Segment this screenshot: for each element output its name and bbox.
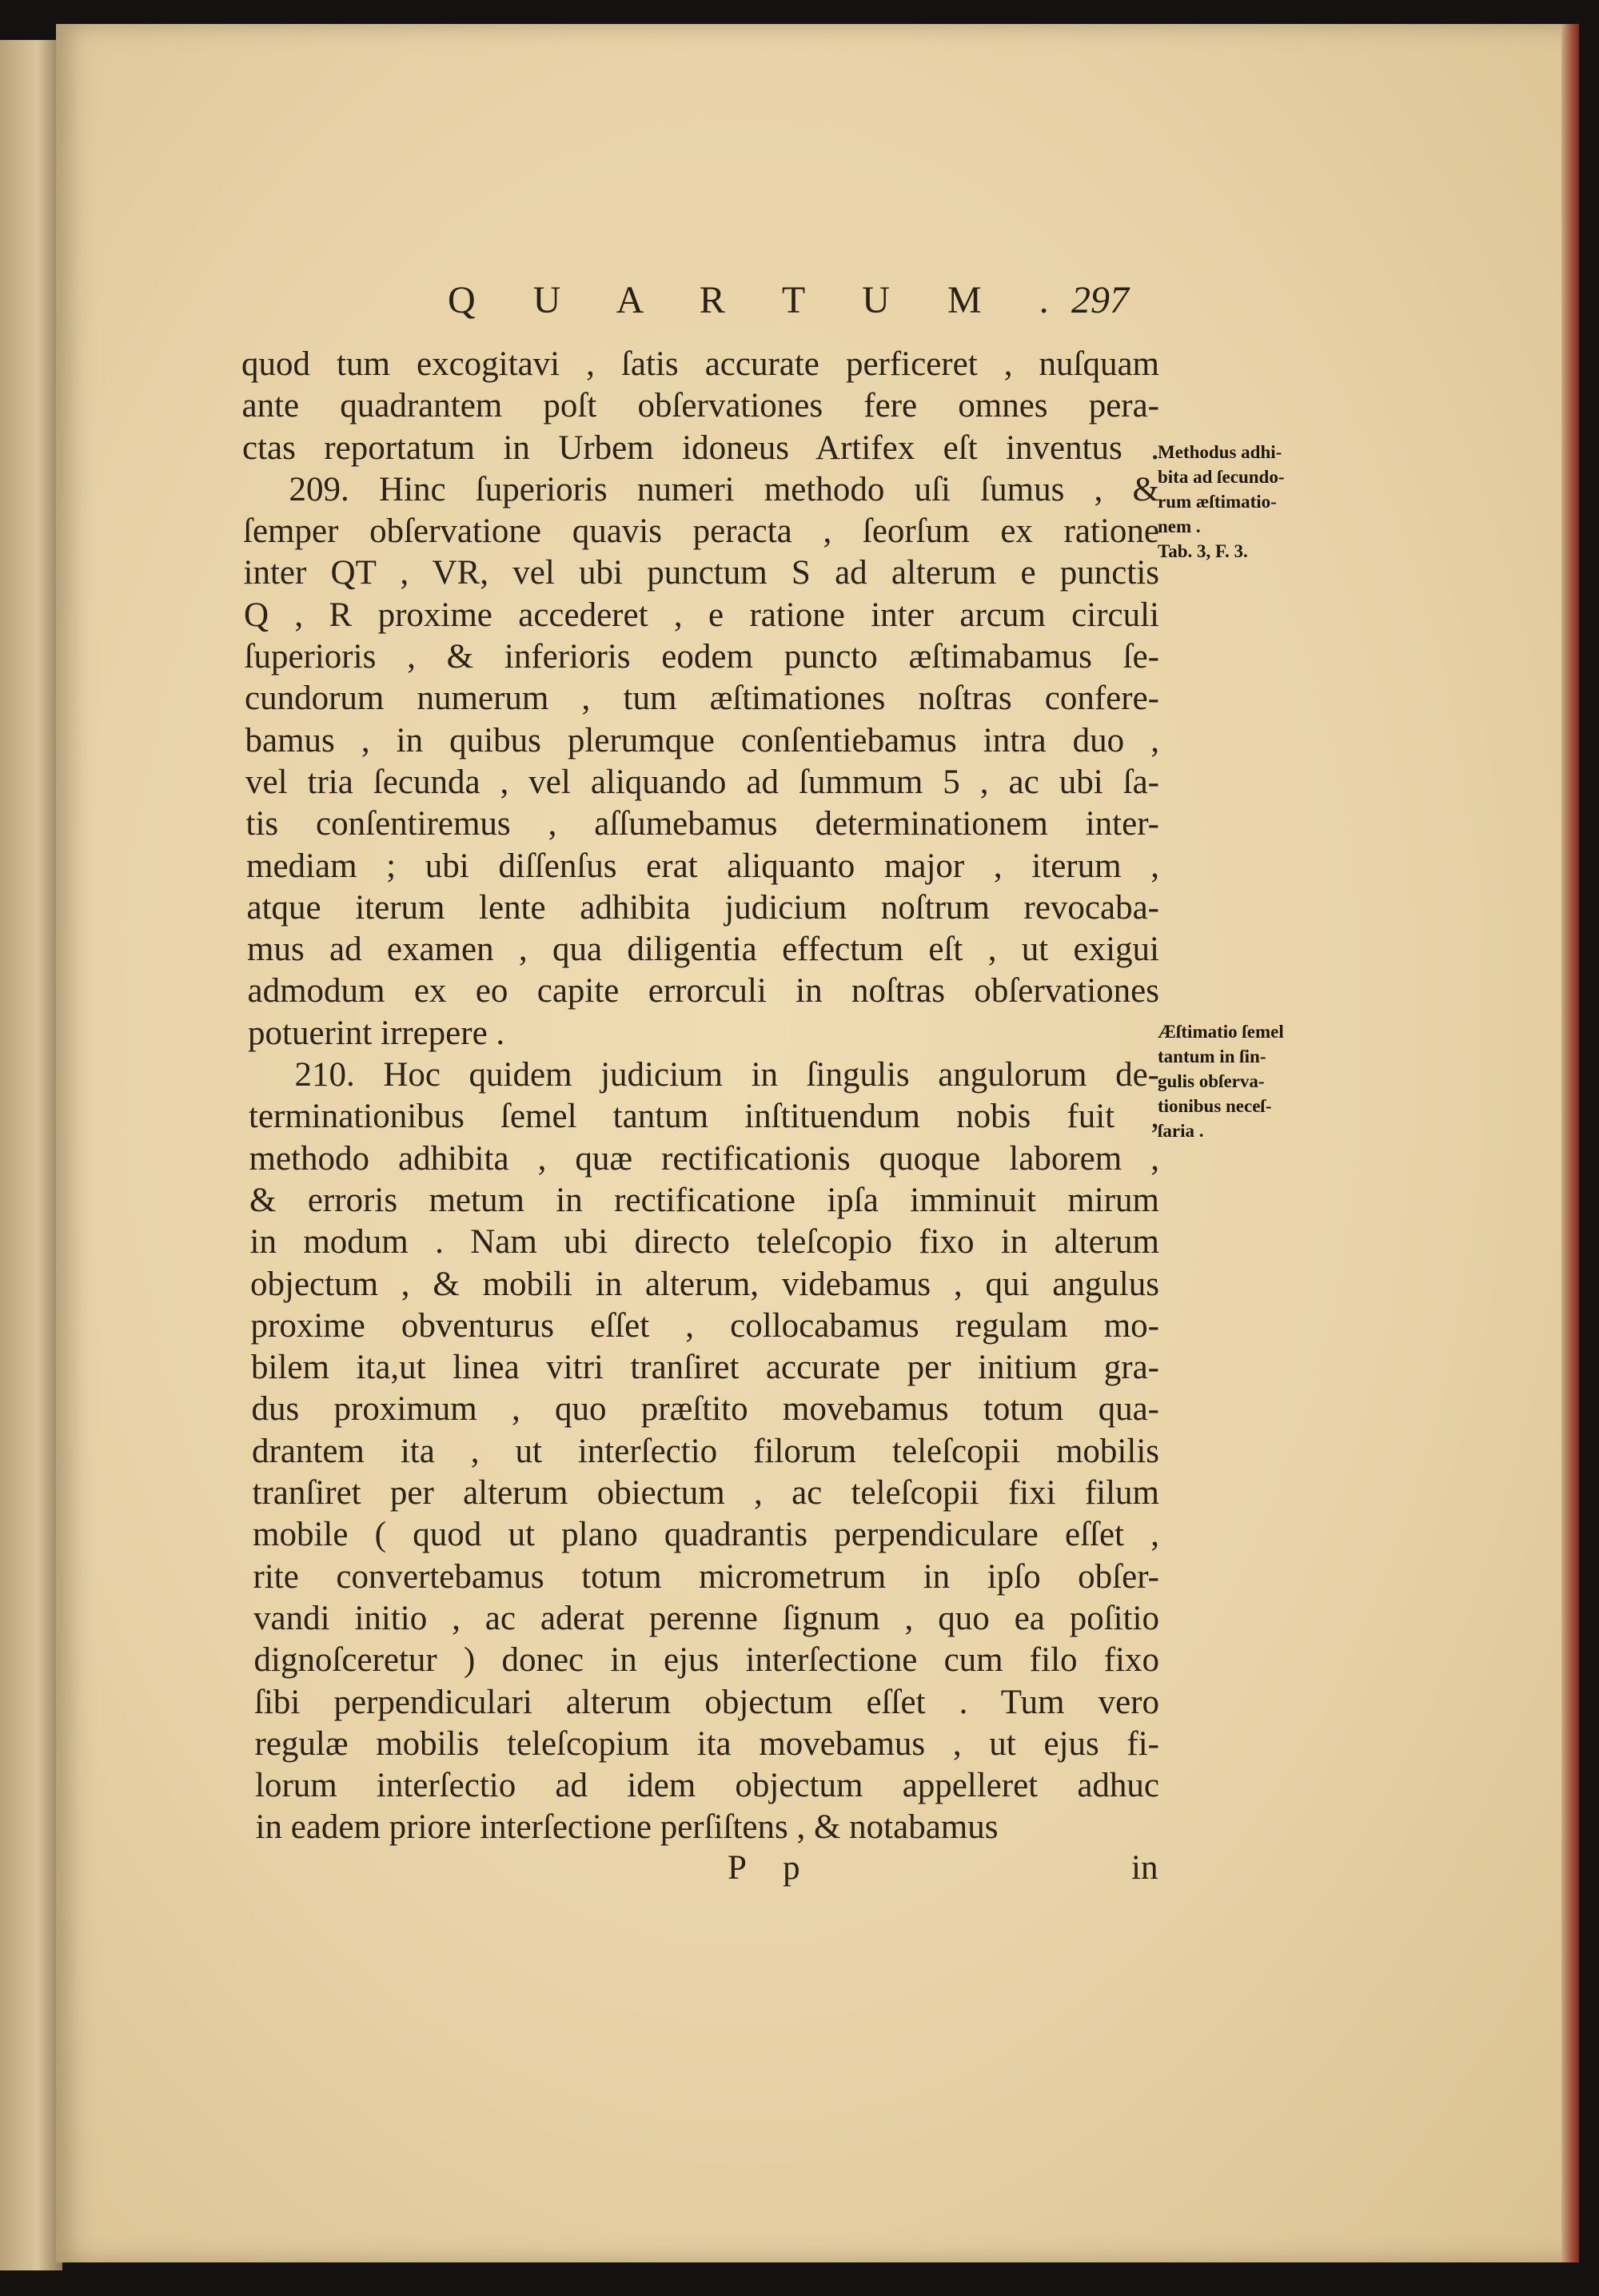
- margin-note-line: nem .: [1158, 516, 1201, 536]
- text-line: bamus , in quibus plerumque conſentiebamus intra duo ,: [245, 721, 1159, 759]
- page-number: 297: [1071, 279, 1129, 321]
- text-line: tranſiret per alterum obiectum , ac teleſcopii fixi filum: [252, 1474, 1159, 1513]
- text-line: ſuperioris , & inferioris eodem puncto æſtimabamus ſe-: [244, 638, 1159, 676]
- text-line: ſemper obſervatione quavis peracta , ſeorſum ex ratione: [243, 512, 1159, 551]
- text-line: 209. Hinc ſuperioris numeri methodo uſi ſumus , &: [289, 470, 1159, 508]
- facing-page-edge: [0, 40, 62, 2270]
- text-line: potuerint irrepere .: [248, 1014, 505, 1052]
- text-line: lorum interſectio ad idem objectum appelleret adhuc: [255, 1767, 1159, 1805]
- text-line: in eadem priore interſectione perſiſtens , & notabamus: [255, 1808, 999, 1847]
- running-header: [56, 278, 1579, 326]
- text-line: in modum . Nam ubi directo teleſcopio fixo in alterum: [249, 1223, 1159, 1262]
- text-line: ſibi perpendiculari alterum objectum eſſet . Tum vero: [254, 1683, 1159, 1721]
- body-text: [241, 344, 1159, 1849]
- text-line: drantem ita , ut interſectio filorum teleſcopii mobilis: [252, 1432, 1159, 1470]
- text-line: dus proximum , quo præſtito movebamus totum qua-: [251, 1390, 1159, 1429]
- text-line: Q , R proxime accederet , e ratione inter arcum circuli: [244, 596, 1159, 634]
- text-line: 210. Hoc quidem judicium in ſingulis angulorum de-: [294, 1056, 1159, 1094]
- catchword: in: [1131, 1849, 1158, 1887]
- text-line: mediam ; ubi diſſenſus erat aliquanto major , iterum ,: [246, 847, 1159, 885]
- margin-note-line: tantum in ſin-: [1158, 1046, 1266, 1066]
- text-line: mus ad examen , qua diligentia effectum eſt , ut exigui: [247, 931, 1159, 969]
- text-line: dignoſceretur ) donec in ejus interſectione cum filo fixo: [253, 1641, 1159, 1680]
- text-line: inter QT , VR, vel ubi punctum S ad alterum e punctis: [243, 554, 1159, 592]
- text-line: mobile ( quod ut plano quadrantis perpendiculare eſſet ,: [253, 1516, 1159, 1554]
- text-line: cundorum numerum , tum æſtimationes noſtras confere-: [245, 680, 1159, 718]
- text-line: terminationibus ſemel tantum inſtituendum nobis fuit ,: [249, 1098, 1159, 1136]
- text-line: regulæ mobilis teleſcopium ita movebamus , ut ejus fi-: [254, 1724, 1159, 1763]
- text-line: & erroris metum in rectificatione ipſa imminuit mirum: [249, 1181, 1159, 1219]
- margin-note-aestimatio: [1158, 1019, 1366, 1143]
- margin-note-line: bita ad ſecundo-: [1158, 467, 1285, 487]
- margin-note-line: tionibus neceſ-: [1158, 1096, 1272, 1116]
- text-line: ctas reportatum in Urbem idoneus Artifex eſt inventus .: [242, 429, 1159, 467]
- text-line: methodo adhibita , quæ rectificationis quoque laborem ,: [249, 1139, 1159, 1178]
- text-line: atque iterum lente adhibita judicium noſtrum revocaba-: [246, 888, 1159, 927]
- text-line: vel tria ſecunda , vel aliquando ad ſummum 5 , ac ubi ſa-: [245, 763, 1159, 801]
- margin-note-line: rum æſtimatio-: [1158, 492, 1277, 512]
- page-red-edge: [1561, 24, 1579, 2262]
- margin-note-line: gulis obſerva-: [1158, 1071, 1265, 1091]
- running-title: Q U A R T U M .: [448, 279, 1073, 321]
- text-line: proxime obventurus eſſet , collocabamus regulam mo-: [250, 1306, 1159, 1345]
- text-line: bilem ita,ut linea vitri tranſiret accurate per initium gra-: [251, 1349, 1159, 1387]
- book-page: [56, 24, 1579, 2262]
- margin-note-methodus: [1158, 440, 1366, 564]
- margin-note-line: ſaria .: [1158, 1121, 1204, 1141]
- text-line: ante quadrantem poſt obſervationes fere omnes pera-: [241, 387, 1159, 425]
- margin-note-line: Tab. 3, F. 3.: [1158, 541, 1248, 561]
- margin-note-line: Æſtimatio ſemel: [1158, 1022, 1284, 1042]
- text-line: vandi initio , ac aderat perenne ſignum , quo ea poſitio: [253, 1599, 1159, 1637]
- text-line: rite convertebamus totum micrometrum in ipſo obſer-: [253, 1557, 1159, 1596]
- text-line: quod tum excogitavi , ſatis accurate perficeret , nuſquam: [241, 345, 1159, 383]
- margin-note-line: Methodus adhi-: [1158, 442, 1282, 462]
- text-line: admodum ex eo capite errorculi in noſtras obſervationes: [247, 972, 1159, 1010]
- signature-mark: P p: [728, 1849, 815, 1887]
- text-line: tis conſentiremus , aſſumebamus determinationem inter-: [245, 805, 1159, 843]
- text-line: objectum , & mobili in alterum, videbamus , qui angulus: [250, 1265, 1159, 1303]
